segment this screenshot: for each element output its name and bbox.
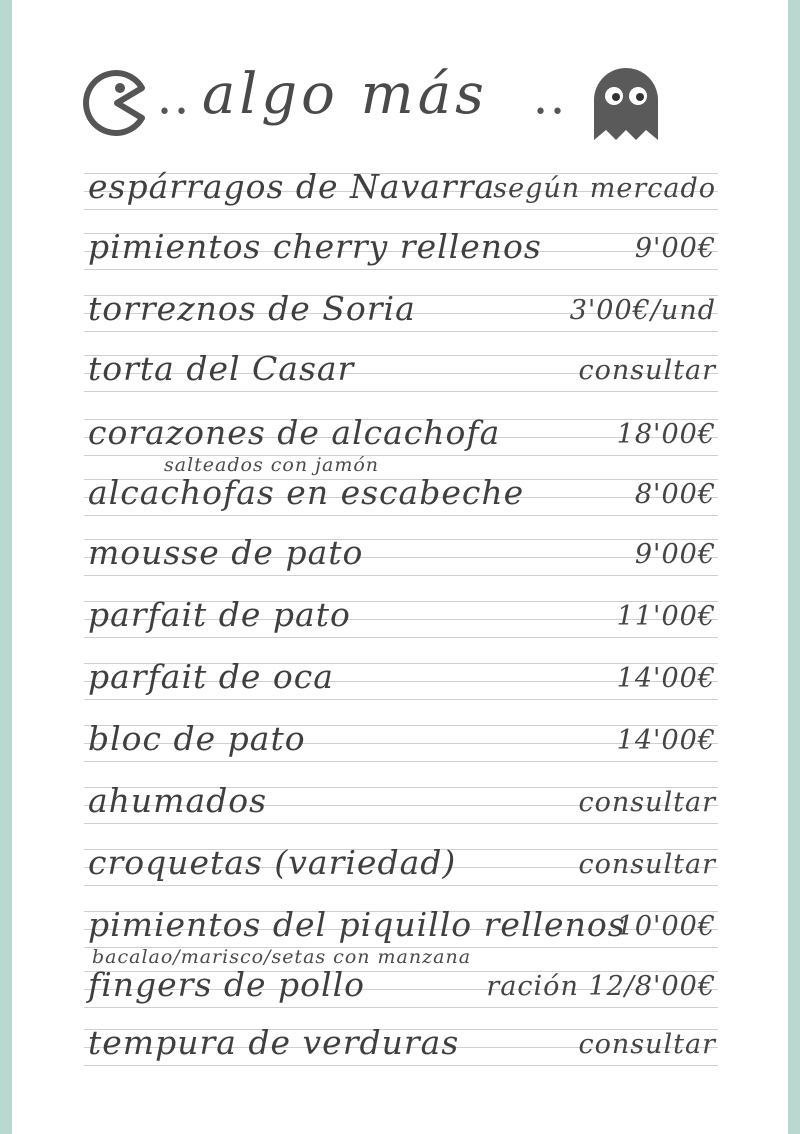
guide-line [84, 1007, 718, 1008]
menu-item [84, 522, 718, 584]
guide-line [84, 515, 718, 516]
menu-item-name: corazones de alcachofa [88, 413, 501, 452]
menu-item [84, 708, 718, 770]
menu-item-price: 10'00€ [616, 911, 716, 942]
menu-item-name: pimientos cherry rellenos [88, 227, 542, 266]
guide-line [84, 699, 718, 700]
menu-item [84, 338, 718, 400]
menu-page [12, 0, 788, 1134]
menu-item-price: consultar [578, 849, 716, 880]
menu-item-price: 8'00€ [634, 479, 716, 510]
menu-item-name: fingers de pollo [88, 965, 365, 1004]
menu-item-note: salteados con jamón [164, 454, 380, 476]
menu-item-name: mousse de pato [88, 533, 364, 572]
menu-item [84, 216, 718, 278]
menu-item [84, 278, 718, 340]
ghost-icon [590, 64, 662, 142]
menu-item-price: ración 12/8'00€ [486, 971, 716, 1002]
menu-item-name: ahumados [88, 781, 268, 820]
menu-item [84, 584, 718, 646]
guide-line [84, 761, 718, 762]
menu-item-price: 11'00€ [616, 601, 716, 632]
menu-item-price: 14'00€ [616, 663, 716, 694]
guide-line [84, 823, 718, 824]
decorative-dots-right: •• [534, 100, 568, 125]
menu-item-name: parfait de oca [88, 657, 334, 696]
guide-line [84, 391, 718, 392]
menu-item-price: 14'00€ [616, 725, 716, 756]
menu-item-price: consultar [578, 787, 716, 818]
menu-item [84, 1012, 718, 1074]
menu-item-name: tempura de verduras [88, 1023, 460, 1062]
menu-header [82, 58, 722, 148]
menu-item-name: espárragos de Navarra [88, 167, 496, 206]
menu-item [84, 770, 718, 832]
menu-item-price: según mercado [493, 173, 716, 204]
menu-item-price: consultar [578, 1029, 716, 1060]
menu-item-name: torreznos de Soria [88, 289, 416, 328]
guide-line [84, 1065, 718, 1066]
menu-item-price: 3'00€/und [569, 295, 716, 326]
guide-line [84, 269, 718, 270]
menu-item-name: bloc de pato [88, 719, 306, 758]
menu-item-price: 9'00€ [634, 539, 716, 570]
guide-line [84, 209, 718, 210]
menu-item-name: alcachofas en escabeche [88, 473, 525, 512]
menu-item [84, 156, 718, 218]
pacman-icon [82, 68, 152, 138]
guide-line [84, 637, 718, 638]
decorative-dots-left: •• [158, 100, 192, 125]
menu-item [84, 954, 718, 1016]
menu-item [84, 646, 718, 708]
menu-item [84, 894, 718, 968]
menu-item-name: pimientos del piquillo rellenos [88, 905, 626, 944]
menu-item-name: croquetas (variedad) [88, 843, 457, 882]
guide-line [84, 575, 718, 576]
menu-item [84, 462, 718, 524]
menu-item-note: bacalao/marisco/setas con manzana [92, 946, 472, 968]
page-title: algo más [202, 62, 488, 127]
menu-item-name: torta del Casar [88, 349, 355, 388]
menu-item [84, 832, 718, 894]
guide-line [84, 331, 718, 332]
menu-item-name: parfait de pato [88, 595, 351, 634]
menu-item [84, 402, 718, 476]
guide-line [84, 885, 718, 886]
menu-item-price: consultar [578, 355, 716, 386]
menu-item-price: 9'00€ [634, 233, 716, 264]
menu-item-price: 18'00€ [616, 419, 716, 450]
